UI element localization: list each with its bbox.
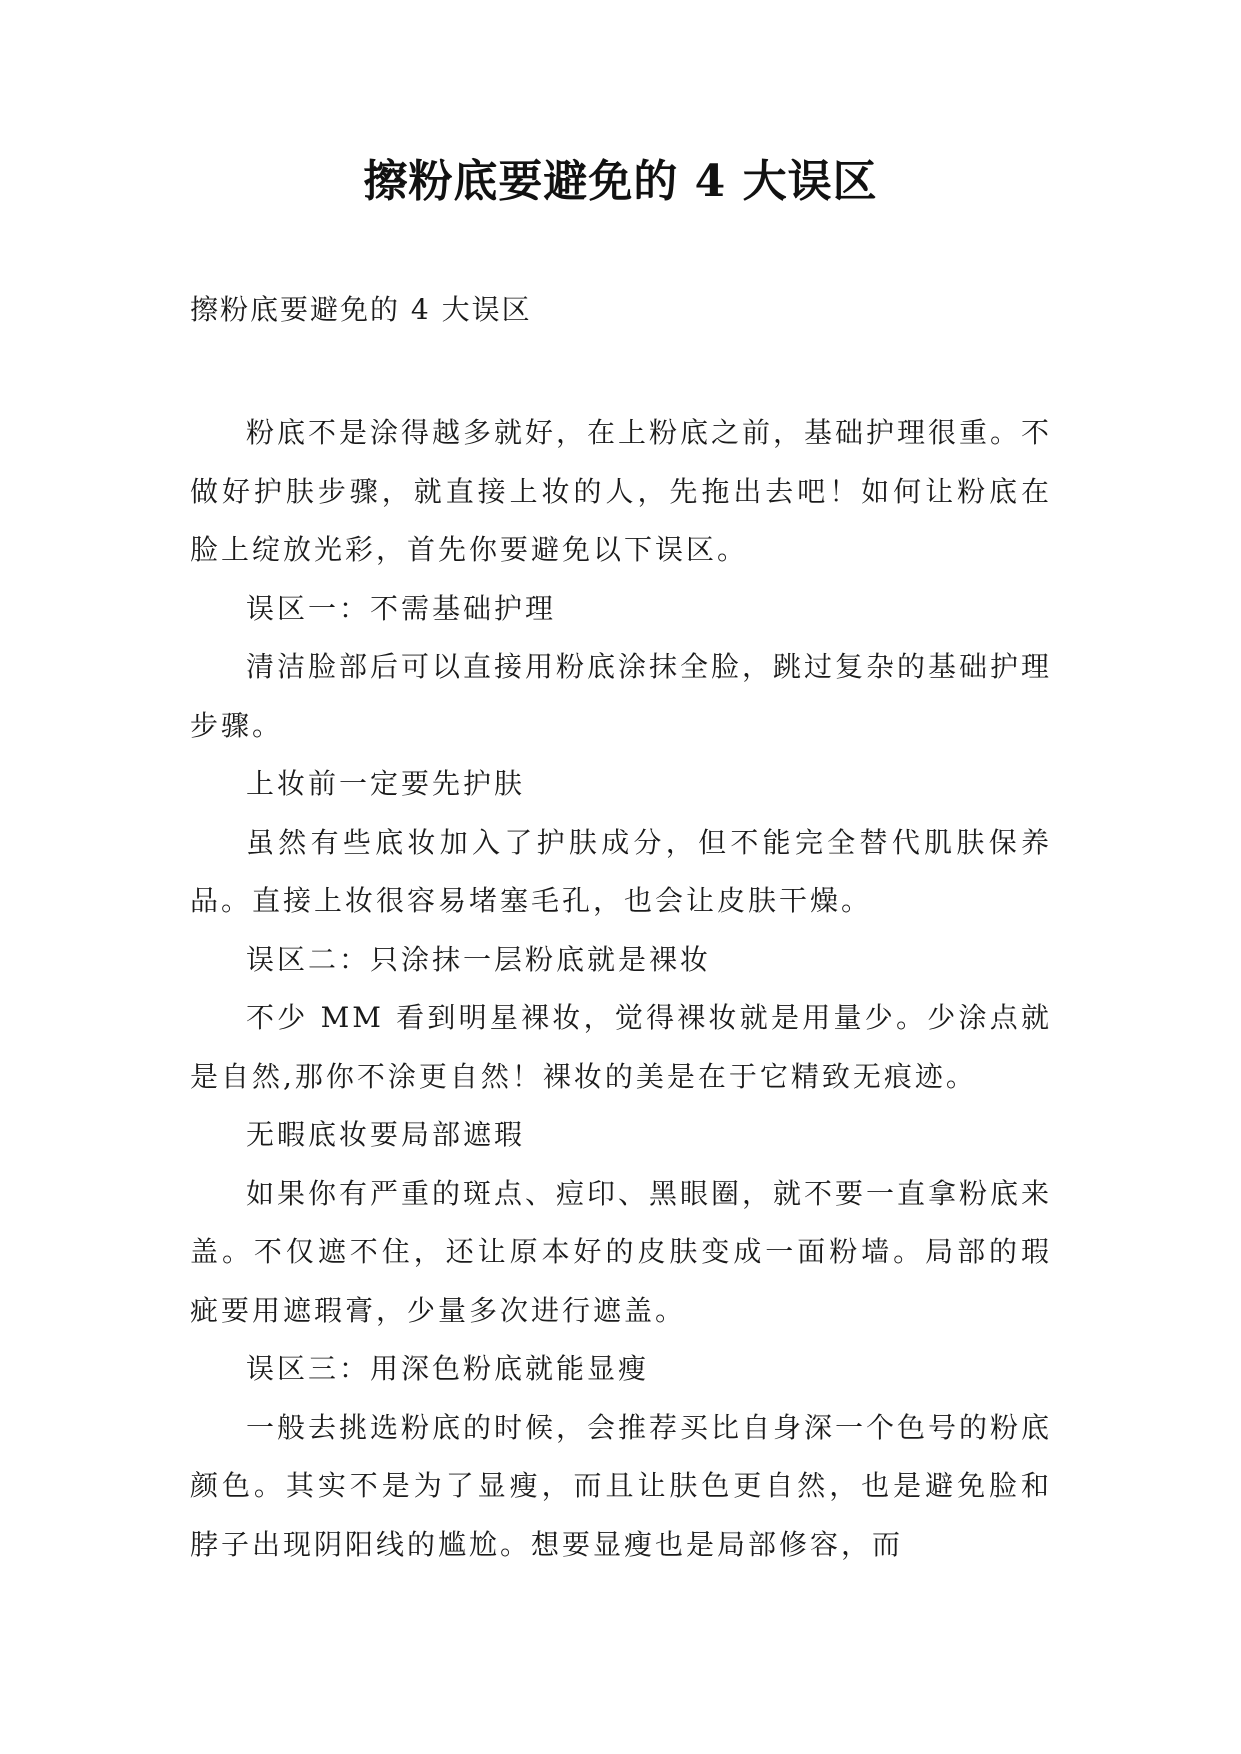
paragraph-concealer: 如果你有严重的斑点、痘印、黑眼圈，就不要一直拿粉底来盖。不仅遮不住，还让原本好的皮肤变成一面粉墙。局部的瑕疵要用遮瑕膏，少量多次进行遮盖。 xyxy=(190,1176,1053,1327)
heading-mistake-3: 误区三：用深色粉底就能显瘦 xyxy=(246,1352,650,1385)
paragraph-skincare-first: 虽然有些底妆加入了护肤成分，但不能完全替代肌肤保养品。直接上妆很容易堵塞毛孔，也会让皮肤干燥。 xyxy=(190,825,1052,917)
document-body xyxy=(190,404,1052,1574)
document-subtitle: 擦粉底要避免的 4 大误区 xyxy=(190,293,532,326)
heading-concealer: 无暇底妆要局部遮瑕 xyxy=(246,1118,526,1151)
heading-skincare-first: 上妆前一定要先护肤 xyxy=(246,767,526,800)
paragraph-intro: 粉底不是涂得越多就好，在上粉底之前，基础护理很重。不做好护肤步骤，就直接上妆的人，先拖出去吧！如何让粉底在脸上绽放光彩，首先你要避免以下误区。 xyxy=(190,416,1053,566)
heading-mistake-2: 误区二：只涂抹一层粉底就是裸妆 xyxy=(246,942,712,976)
paragraph-mistake-3: 一般去挑选粉底的时候，会推荐买比自身深一个色号的粉底颜色。其实不是为了显瘦，而且让肤色更自然，也是避免脸和脖子出现阴阳线的尴尬。想要显瘦也是局部修容，而 xyxy=(190,1410,1053,1561)
paragraph-mistake-1: 清洁脸部后可以直接用粉底涂抹全脸，跳过复杂的基础护理步骤。 xyxy=(190,650,1053,742)
paragraph-mistake-2: 不少 MM 看到明星裸妆，觉得裸妆就是用量少。少涂点就是自然,那你不涂更自然！裸妆的美是在于它精致无痕迹。 xyxy=(190,1001,1052,1093)
page-title: 擦粉底要避免的 4 大误区 xyxy=(363,156,878,207)
heading-mistake-1: 误区一：不需基础护理 xyxy=(246,591,557,625)
